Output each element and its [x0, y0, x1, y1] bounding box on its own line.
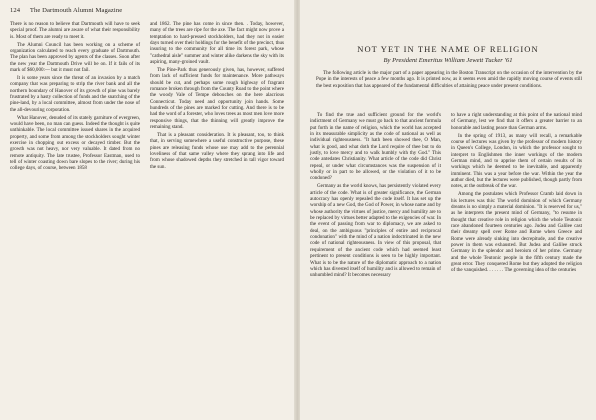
paragraph: What Hanover, denuded of its stately garniture of evergreen, would have been, no man can guess. Indeed the thought is quite unthinkable. The local committee issued shares in the acquired property, and some from among the stockholders sought winter exercise in chopping out excess or decayed timber. But the growth was not heavy, nor very valuable. It dated from no remote antiquity. The late trustee, Professor Eastman, used to tell of winter coasting down bare slopes to the river; during his college days, of course, between 1858	[10, 114, 140, 172]
intro-paragraph: The following article is the major part of a paper appearing in the Boston Transcript on the occasion of the intervention by the Pope in the interests of peace a few months ago. It is printed now, as it seems even amid the rapidly moving course of events still the best exposition that has appeared of the fundamental difficulties of attaining peace under present conditions.	[316, 70, 582, 89]
paragraph: It is some years since the threat of an invasion by a match company that was preparing to strip the river bank and all the northern boundary of Hanover of its growth of pine was barely frustrated by a hasty collection of funds and the snatching of the pine-land, by a local committee, almost from under the nose of the all-devouring corporation.	[10, 74, 140, 113]
article-title: NOT YET IN THE NAME OF RELIGION	[357, 44, 539, 54]
paragraph: In the spring of 1913, as many will recall, a remarkable course of lectures was given by the professor of modern history in Queen's College, London, in which the professor sought to interpret to Englishmen the inner workings of the modern German mind, and to apprise them of certain results of its workings which he deemed to be inevitable, and apparently imminent. This was a year before the war. Within the year the author died, but the lectures were published, though partly from notes, at the outbreak of the war.	[451, 132, 582, 190]
paragraph: That is a pleasant consideration. It is pleasant, too, to think that, in serving somewhere a useful constructive purpose, these pines are releasing funds whose use may add to the perennial loveliness of that same valley where they sprang into life and from whose shadowed depths they stretched in tall vigor toward the sun.	[150, 132, 284, 170]
page-number: 124	[10, 7, 21, 14]
paragraph: The Alumni Council has been working on a scheme of organization calculated to reach every graduate of Dartmouth. The plan has been approved by agents of the classes. Soon after the new year the Dartmouth Drive will be on. If it fails of its mark of $60,000:— but it must not fail.	[10, 41, 140, 73]
left-column-1	[10, 21, 140, 172]
right-column-1	[310, 112, 441, 279]
byline: By President Emeritus William Jewett Tucker '61	[383, 57, 513, 64]
paragraph: The Pine-Park thus generously given, has, however, suffered from lack of sufficient funds for maintenance. More pathways should be cut, and perhaps some rough highway of fragrant romance broken through from the County Road to the point where the woody Vale of Tempe debouches on the here alacrious Connecticut. Today need and opportunity join hands. Some hundreds of the pines are marked for cutting. And there is to be had the word of a forester, who loves trees as most men love more responsive things, that the thinning will greatly improve the remaining stand.	[150, 67, 284, 131]
paragraph: to have a right understanding at this point of the national mind of Germany, lest we find that it offers a greater barrier to an honorable and lasting peace than German arms.	[451, 112, 582, 131]
paragraph: Germany as the world knows, has persistently violated every article of the code. What is of greater significance, the German autocracy has openly repealed the code itself. It has set up the worship of a new God, the God of Power, in whose name and by whose authority the virtues of justice, mercy and humility are to be replaced by virtues better adapted to the exigencies of war. In the event of passing from war to diplomacy, we are asked to deal, on the ambiguous "principles of entire and reciprocal condonation" with the mind of a nation indoctrinated in the new code of national righteousness. In view of this proposal, that requirement of the ancient code which had seemed least pertinent to present conditions is seen to be highly important. What is to be the nature of the diplomatic approach to a nation which has divested itself of humility and is allowed to remain of unhumbled mind? It becomes necessary	[310, 183, 441, 279]
magazine-title: The Dartmouth Alumni Magazine	[29, 7, 123, 14]
paragraph: There is no reason to believe that Dartmouth will have to seek special proof. The alumni are aware of what their responsibility is. Most of them are ready to meet it.	[10, 21, 140, 40]
right-column-2	[451, 112, 582, 274]
article-intro	[316, 70, 582, 89]
left-column-2	[150, 21, 284, 170]
paragraph: Among the postulates which Professor Cramb laid down in his lectures was this: The world dominion of which Germany dreams is no simply a material dominion. "It is reserved for us," as he interprets the present mind of Germany, "to resume in thought that creative role in religion which the whole Teutonic race abandoned fourteen centuries ago. Judea and Galilee cast their dreamy spell over Rome and Rome when Greece and Rome were already sinking into decrepitude, and the creative power in them was exhausted. But Judea and Galilee struck Germany in the splendor and heroism of her prime. Germany and the whole Teutonic people in the fifth century made the great error. They conquered Rome but they adopted the religion of the vanquished. . . . . . . The governing idea of the centuries	[451, 191, 582, 274]
running-head	[10, 7, 122, 14]
paragraph: To find the true and sufficient ground for the world's indictment of Germany we must go back to that ancient formula put forth in the name of religion, which the world has accepted in its measurable simplicity as the code of national as well as individual righteousness. "It hath been showed thee, O Man, what is good, and what doth the Lord require of thee but to do justly, to love mercy and to walk humbly with thy God." This code antedates Christianity. What article of the code did Christ repeal, or under what circumstances was the suspension of it wholly or in part to be allowed, or the violation of it to be condoned?	[310, 112, 441, 182]
left-page	[0, 0, 296, 420]
paragraph: and 1862. The pine has come in since then. . Today, however, many of the trees are ripe for the axe. The fact might now prove a temptation to hard-pressed stockholders, had they not in easier days turned over their holdings for the benefit of the precinct, thus insuring to the community for all time its forest park, whose "cathedral aisle" summer and winter alike darkens the sky with its aspiring, many-groined vault.	[150, 21, 284, 66]
